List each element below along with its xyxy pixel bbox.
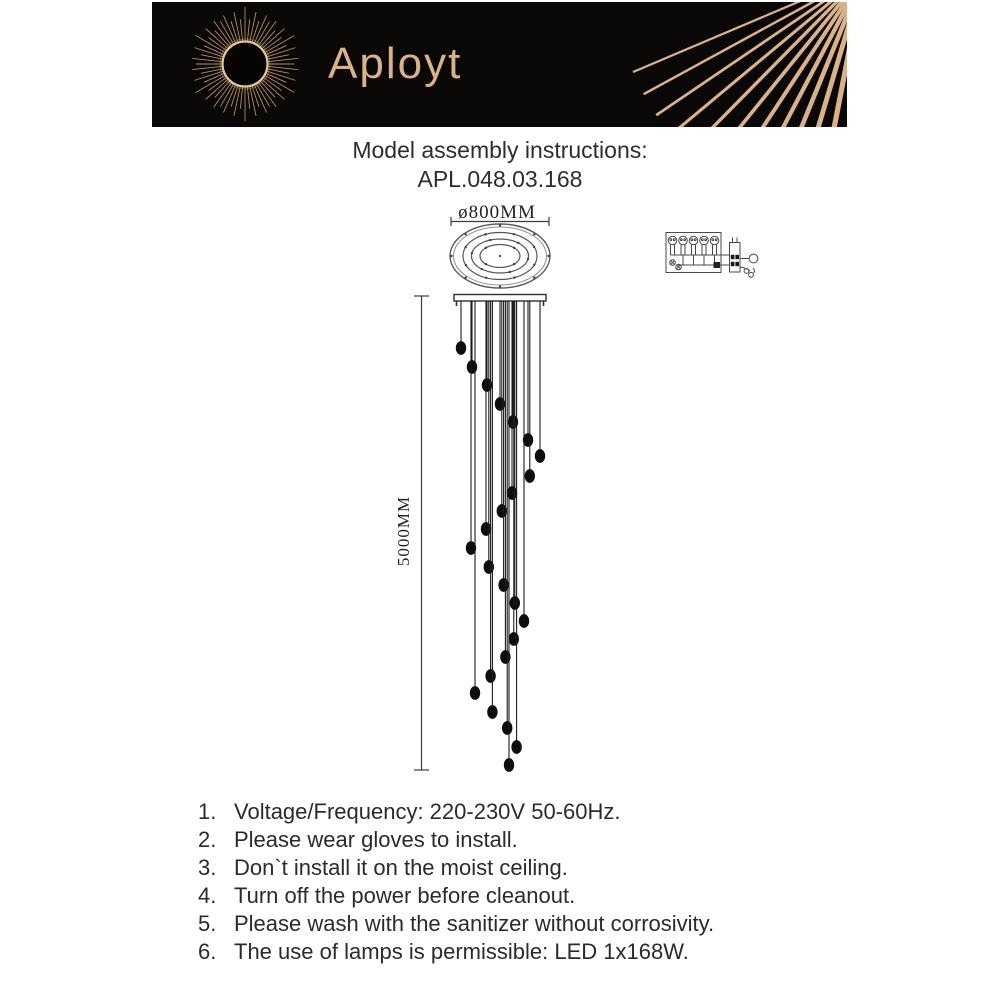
item-number: 1.	[198, 799, 217, 824]
title-block	[0, 136, 1000, 194]
item-number: 6.	[198, 939, 217, 964]
list-item	[198, 882, 714, 910]
instruction-list	[198, 798, 714, 966]
item-text: Don`t install it on the moist ceiling.	[234, 855, 568, 880]
item-number: 3.	[198, 855, 217, 880]
pendant-cords-and-bulbs	[456, 301, 545, 772]
item-number: 4.	[198, 883, 217, 908]
list-item	[198, 798, 714, 826]
brand-banner	[152, 2, 847, 127]
item-text: Voltage/Frequency: 220-230V 50-60Hz.	[234, 799, 621, 824]
sunburst-logo-icon	[192, 7, 297, 121]
page-title: Model assembly instructions:	[352, 137, 648, 163]
width-dimension-label: ø800MM	[458, 202, 536, 223]
item-text: Turn off the power before cleanout.	[234, 883, 576, 908]
list-item	[198, 826, 714, 854]
height-dimension-label: 5000MM	[394, 495, 413, 567]
height-dimension	[394, 296, 429, 770]
list-item	[198, 910, 714, 938]
item-text: Please wash with the sanitizer without corrosivity.	[234, 911, 715, 936]
lamp-symbols	[668, 236, 719, 255]
item-text: Please wear gloves to install.	[234, 827, 518, 852]
wiring-schematic	[666, 233, 758, 278]
item-number: 2.	[198, 827, 217, 852]
list-item	[198, 854, 714, 882]
width-dimension	[451, 202, 549, 226]
item-text: The use of lamps is permissible: LED 1x168W.	[234, 939, 689, 964]
model-number: APL.048.03.168	[417, 166, 583, 192]
brand-wordmark: Aployt	[328, 39, 463, 88]
canopy-top-view	[450, 224, 550, 288]
canopy-side-plate	[454, 295, 546, 307]
corner-rays-icon	[634, 2, 847, 127]
item-number: 5.	[198, 911, 217, 936]
list-item	[198, 938, 714, 966]
